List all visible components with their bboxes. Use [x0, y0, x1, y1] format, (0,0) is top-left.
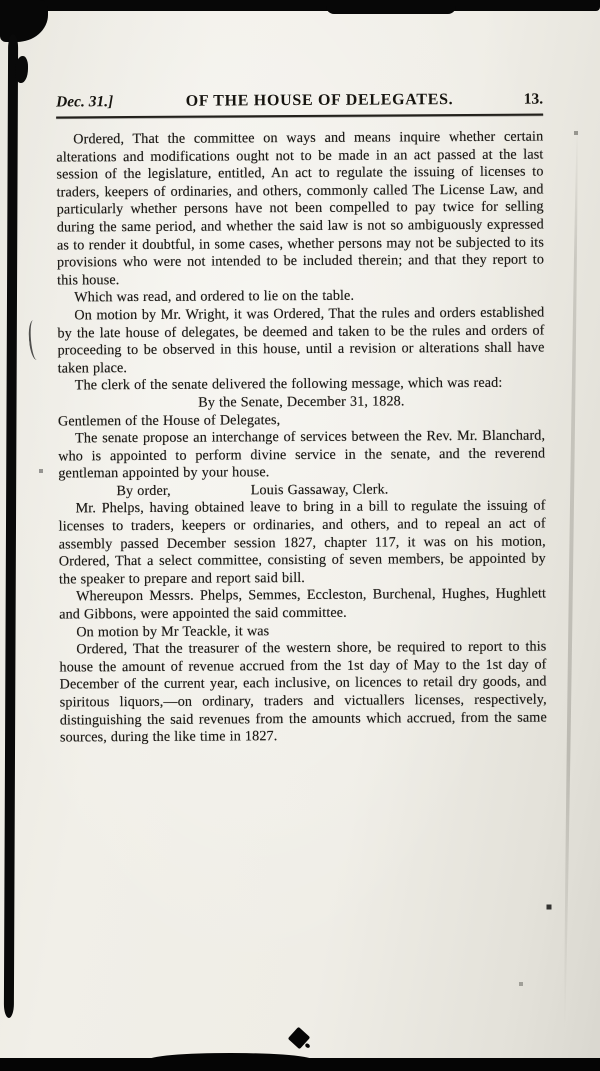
page-header	[56, 91, 543, 112]
scan-artifact-ink-blot	[288, 1027, 311, 1050]
scan-artifact-right-page-edge	[563, 120, 580, 1030]
scan-artifact-top-left-blob	[0, 0, 48, 42]
attribution-by-order: By order,	[116, 482, 171, 500]
paragraph: Whereupon Messrs. Phelps, Semmes, Eccleston, Burchenal, Hughes, Hughlett and Gibbons, were appointed the said committee.	[59, 585, 547, 623]
attribution-signature: Louis Gassaway, Clerk.	[250, 481, 389, 499]
paragraph: By the Senate, December 31, 1828.	[198, 393, 405, 411]
page-content	[56, 91, 547, 748]
scan-artifact-specks	[0, 0, 2, 2]
scan-artifact-top-edge	[26, 0, 600, 11]
paragraph: On motion by Mr. Wright, it was Ordered, That the rules and orders established by the late house of delegates, be deemed and taken to be the rules and orders of proceeding to be observed in this house, until a revision or alterations shall have taken place.	[57, 304, 545, 377]
header-date: Dec. 31.]	[56, 93, 114, 111]
scan-artifact-bottom-edge	[0, 1058, 600, 1071]
paragraph: Ordered, That the treasurer of the western shore, be required to report to this house the amount of revenue accrued from the 1st day of May to the 1st day of December of the current year, each inclusive, on licences to retail dry goods, and spiritous liquors,—on ordinary, traders and victuallers licenses, respectively, distinguishing the said revenues from the amounts which accrued, from the same sources, during the like time in 1827.	[59, 638, 547, 746]
paragraph: Ordered, That the committee on ways and means inquire whether certain alterations and modifications ought not to be made in an act passed at the last session of the legislature, entitled, An act to regulate the issuing of licenses to traders, keepers of ordinaries, and others, commonly called The License Law, and particularly whether persons have not been compelled to pay twice for selling during the same period, and whether the said law is not so ambiguously expressed as to render it doubtful, in some cases, whether persons may not be subjected to its provisions who were not intended to be included therein; and that they report to this house.	[56, 128, 545, 289]
paragraph: Which was read, and ordered to lie on the table.	[74, 288, 355, 306]
paragraph: The clerk of the senate delivered the following message, which was read:	[74, 375, 503, 394]
page-number: 13.	[523, 90, 544, 108]
paragraph: Gentlemen of the House of Delegates,	[57, 411, 281, 429]
paragraph: The senate propose an interchange of services between the Rev. Mr. Blanchard, who is appointed to perform divine service in the senate, and the reverend gentleman appointed by your house.	[58, 427, 546, 482]
paragraph: Mr. Phelps, having obtained leave to bring in a bill to regulate the issuing of licenses to traders, keepers or ordinaries, and others, and to repeal an act of assembly passed December session 1827, chapter 117, it was on his motion, Ordered, That a select committee, consisting of seven members, be appointed by the speaker to prepare and report said bill.	[58, 497, 546, 588]
paragraph: On motion by Mr Teackle, it was	[76, 622, 270, 640]
document-body	[56, 129, 547, 748]
header-rule	[56, 114, 543, 119]
page-title: OF THE HOUSE OF DELEGATES.	[185, 91, 454, 110]
scan-artifact-margin-mark	[27, 320, 42, 361]
scan-artifact-left-edge	[4, 34, 18, 1018]
